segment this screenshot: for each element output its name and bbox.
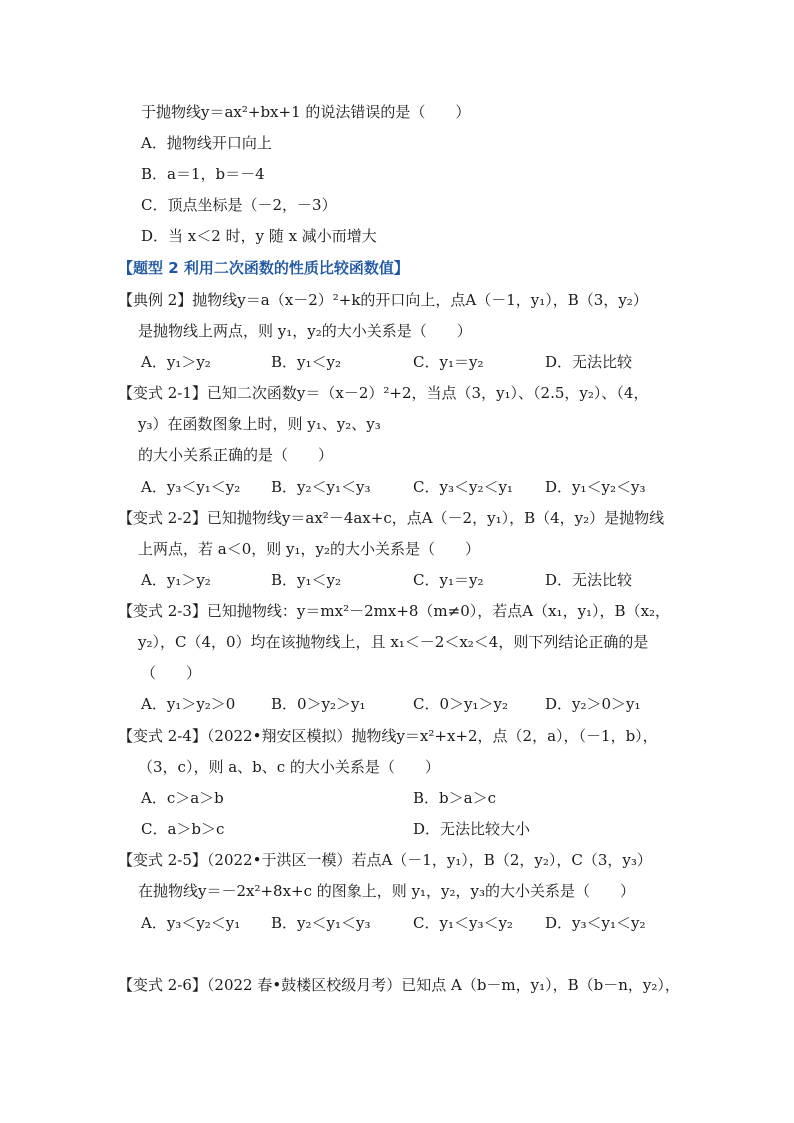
choice-b: B．a＝1，b＝－4 bbox=[141, 165, 265, 183]
variant-text: 【变式 2-2】已知抛物线y＝ax²－4ax+c，点A（－2，y₁），B（4，y₂）是抛物线 bbox=[118, 509, 665, 527]
option-b: B．y₁＜y₂ bbox=[271, 353, 341, 371]
variant-text: 【变式 2-1】已知二次函数y＝（x－2）²+2，当点（3，y₁）、（2.5，y₂）、（4， bbox=[118, 384, 649, 402]
option-b: B．y₂＜y₁＜y₃ bbox=[271, 478, 371, 496]
variant-text-cont: 在抛物线y＝－2x²+8x+c 的图象上，则 y₁，y₂，y₃的大小关系是（ ） bbox=[138, 882, 636, 900]
option-a: A．y₁＞y₂ bbox=[141, 571, 211, 589]
option-c: C．y₁＝y₂ bbox=[413, 571, 484, 589]
option-d: D．无法比较 bbox=[545, 353, 633, 371]
option-a: A．c＞a＞b bbox=[141, 789, 224, 807]
variant-text: 【变式 2-6】（2022 春•鼓楼区校级月考）已知点 A（b－m，y₁），B（b－n，y₂）， bbox=[118, 976, 680, 994]
variant-text-cont: （3，c），则 a、b、c 的大小关系是（ ） bbox=[138, 758, 440, 776]
variant-text: 【变式 2-4】（2022•翔安区模拟）抛物线y＝x²+x+2，点（2，a），（－1，b）， bbox=[118, 727, 658, 745]
option-b: B．y₂＜y₁＜y₃ bbox=[271, 914, 371, 932]
option-c: C．y₁＜y₃＜y₂ bbox=[413, 914, 513, 932]
option-b: B．y₁＜y₂ bbox=[271, 571, 341, 589]
option-a: A．y₃＜y₁＜y₂ bbox=[141, 478, 241, 496]
variant-text-cont: 上两点，若 a＜0，则 y₁，y₂的大小关系是（ ） bbox=[138, 540, 480, 558]
option-d: D．y₃＜y₁＜y₂ bbox=[545, 914, 646, 932]
variant-text-cont: y₃）在函数图象上时，则 y₁、y₂、y₃ bbox=[138, 415, 381, 433]
option-b: B．0＞y₂＞y₁ bbox=[271, 695, 366, 713]
option-c: C．y₁＝y₂ bbox=[413, 353, 484, 371]
option-c: C．y₃＜y₂＜y₁ bbox=[413, 478, 513, 496]
problem-text: 于抛物线y＝ax²+bx+1 的说法错误的是（ ） bbox=[141, 103, 471, 121]
example-text: 【典例 2】抛物线y＝a（x－2）²+k的开口向上，点A（－1，y₁），B（3，y₂） bbox=[118, 291, 648, 309]
option-a: A．y₁＞y₂ bbox=[141, 353, 211, 371]
variant-text: 【变式 2-5】（2022•于洪区一模）若点A（－1，y₁），B（2，y₂），C（3，y₃） bbox=[118, 851, 652, 869]
option-c: C．0＞y₁＞y₂ bbox=[413, 695, 508, 713]
option-d: D．无法比较大小 bbox=[413, 820, 531, 838]
option-a: A．y₁＞y₂＞0 bbox=[141, 695, 236, 713]
option-d: D．y₂＞0＞y₁ bbox=[545, 695, 641, 713]
option-a: A．y₃＜y₂＜y₁ bbox=[141, 914, 241, 932]
choice-d: D．当 x＜2 时，y 随 x 减小而增大 bbox=[141, 227, 377, 245]
choice-a: A．抛物线开口向上 bbox=[141, 134, 272, 152]
option-c: C．a＞b＞c bbox=[141, 820, 225, 838]
variant-text: 【变式 2-3】已知抛物线：y＝mx²－2mx+8（m≠0），若点A（x₁，y₁），B（x₂， bbox=[118, 602, 671, 620]
variant-text-cont: 的大小关系正确的是（ ） bbox=[138, 446, 334, 464]
choice-c: C．顶点坐标是（－2，－3） bbox=[141, 196, 337, 214]
option-b: B．b＞a＞c bbox=[413, 789, 496, 807]
variant-text-cont: （ ） bbox=[141, 664, 202, 682]
option-d: D．y₁＜y₂＜y₃ bbox=[545, 478, 646, 496]
option-d: D．无法比较 bbox=[545, 571, 633, 589]
variant-text-cont: y₂），C（4，0）均在该抛物线上，且 x₁＜－2＜x₂＜4，则下列结论正确的是 bbox=[138, 633, 649, 651]
section-heading: 【题型 2 利用二次函数的性质比较函数值】 bbox=[118, 259, 409, 277]
example-text-cont: 是抛物线上两点，则 y₁，y₂的大小关系是（ ） bbox=[138, 322, 472, 340]
